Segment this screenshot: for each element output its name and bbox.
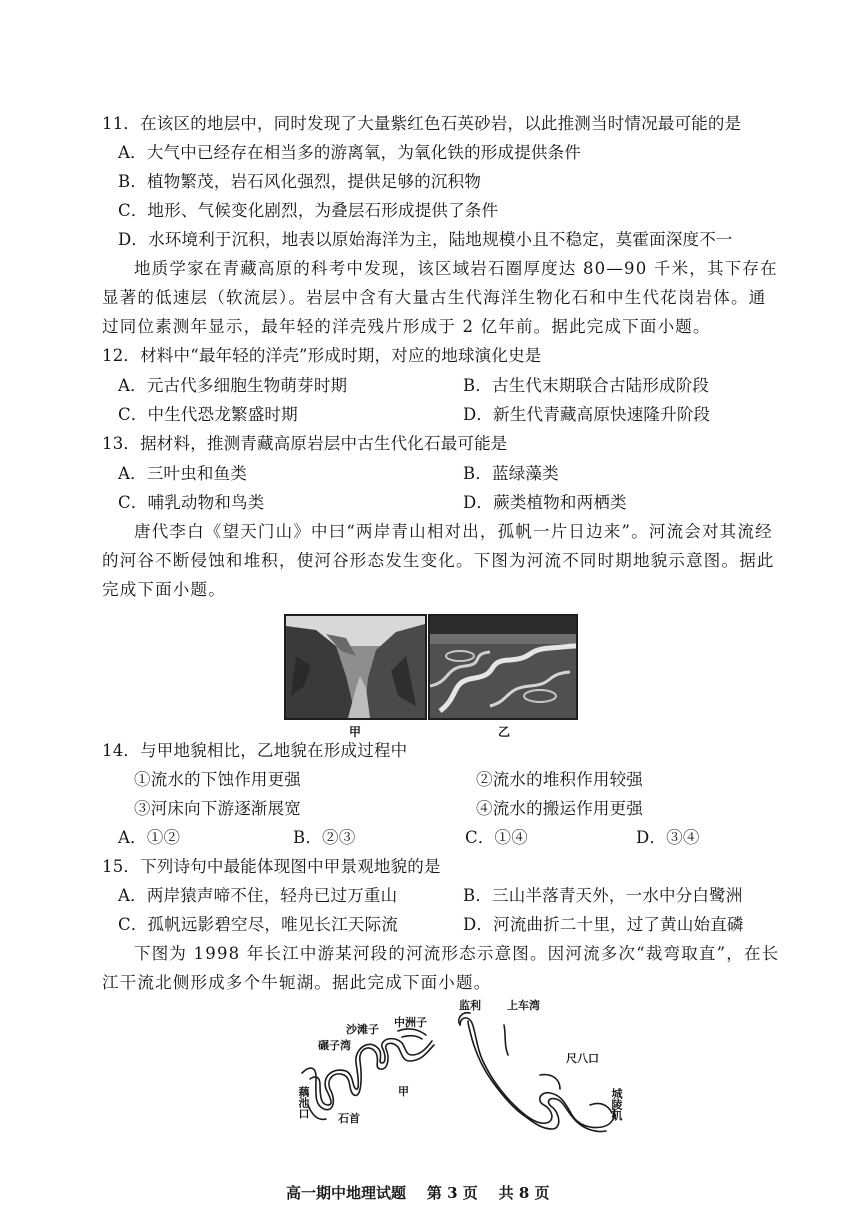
- map-label-zhongzhouzi: 中洲子: [394, 1016, 427, 1029]
- map-label-shangchewan: 上车湾: [507, 999, 540, 1012]
- passage3-line-2: 江干流北侧形成多个牛轭湖。据此完成下面小题。: [102, 973, 492, 992]
- passage1-line-2: 显著的低速层（软流层）。岩层中含有大量古生代海洋生物化石和中生代花岗岩体。通: [102, 288, 767, 307]
- q14-statement-4: ④流水的搬运作用更强: [476, 799, 643, 818]
- q15-stem: 15．下列诗句中最能体现图中甲景观地貌的是: [102, 857, 441, 876]
- map-label-tiaoziwan: 碾子湾: [318, 1039, 351, 1052]
- q11-option-c: C．地形、气候变化剧烈，为叠层石形成提供了条件: [118, 201, 499, 220]
- passage2-line-3: 完成下面小题。: [102, 580, 226, 599]
- q13-option-b: B．蓝绿藻类: [463, 464, 559, 483]
- figure1-label-yi: 乙: [498, 725, 511, 739]
- q12-stem: 12．材料中“最年轻的洋壳”形成时期，对应的地球演化史是: [102, 346, 542, 365]
- q13-option-d: D．蕨类植物和两栖类: [463, 493, 627, 512]
- q15-option-a: A．两岸猿声啼不住，轻舟已过万重山: [118, 886, 398, 905]
- q12-option-a: A．元古代多细胞生物萌芽时期: [118, 376, 348, 395]
- q13-option-c: C．哺乳动物和鸟类: [118, 493, 265, 512]
- q14-stem: 14．与甲地貌相比，乙地貌在形成过程中: [102, 741, 408, 760]
- q15-option-d: D．河流曲折二十里，过了黄山始直磷: [463, 915, 744, 934]
- q14-statement-1: ①流水的下蚀作用更强: [134, 770, 301, 789]
- map-label-chibakou: 尺八口: [566, 1052, 599, 1065]
- q11-option-d: D．水环境利于沉积，地表以原始海洋为主，陆地规模小且不稳定，莫霍面深度不一: [118, 230, 733, 249]
- map-label-shatanzi: 沙滩子: [346, 1023, 379, 1036]
- q15-option-b: B．三山半落青天外，一水中分白鹭洲: [463, 886, 743, 905]
- map-label-jianli: 监利: [459, 999, 481, 1012]
- q11-stem: 11．在该区的地层中，同时发现了大量紫红色石英砂岩，以此推测当时情况最可能的是: [102, 114, 742, 133]
- passage1-line-3: 过同位素测年显示，最年轻的洋壳残片形成于 2 亿年前。据此完成下面小题。: [102, 317, 711, 336]
- map-label-jia: 甲: [398, 1085, 409, 1098]
- q14-option-b: B．②③: [293, 828, 356, 847]
- passage3-line-1: 下图为 1998 年长江中游某河段的河流形态示意图。因河流多次“裁弯取直”，在长: [134, 944, 780, 963]
- gorge-photo-jia: [284, 614, 427, 720]
- map-label-shishou: 石首: [338, 1112, 360, 1125]
- q13-stem: 13．据材料，推测青藏高原岩层中古生代化石最可能是: [102, 434, 508, 453]
- passage2-line-1: 唐代李白《望天门山》中曰“两岸青山相对出，孤帆一片日边来”。河流会对其流经: [134, 522, 773, 541]
- q12-option-b: B．古生代末期联合古陆形成阶段: [463, 376, 710, 395]
- q11-option-a: A．大气中已经存在相当多的游离氧，为氧化铁的形成提供条件: [118, 143, 582, 162]
- q14-statement-3: ③河床向下游逐渐展宽: [134, 799, 301, 818]
- figure1-label-jia: 甲: [349, 725, 362, 739]
- page-footer: 高一期中地理试题 第 3 页 共 8 页: [286, 1184, 550, 1202]
- meander-photo-yi: [428, 614, 578, 720]
- q11-option-b: B．植物繁茂，岩石风化强烈，提供足够的沉积物: [118, 172, 482, 191]
- q12-option-d: D．新生代青藏高原快速隆升阶段: [463, 405, 711, 424]
- passage2-line-2: 的河谷不断侵蚀和堆积，使河谷形态发生变化。下图为河流不同时期地貌示意图。据此: [102, 551, 775, 570]
- map-label-ouchikou: 藕池口: [297, 1086, 310, 1119]
- q12-option-c: C．中生代恐龙繁盛时期: [118, 405, 298, 424]
- q14-option-d: D．③④: [636, 828, 700, 847]
- q14-option-a: A．①②: [118, 828, 181, 847]
- passage1-line-1: 地质学家在青藏高原的科考中发现，该区域岩石圈厚度达 80—90 千米，其下存在: [134, 259, 778, 278]
- q14-statement-2: ②流水的堆积作用较强: [476, 770, 643, 789]
- q14-option-c: C．①④: [465, 828, 528, 847]
- q13-option-a: A．三叶虫和鱼类: [118, 464, 248, 483]
- river-meander-map: [290, 1005, 630, 1155]
- map-label-chenglingji: 城陵矶: [610, 1088, 623, 1121]
- q15-option-c: C．孤帆远影碧空尽，唯见长江天际流: [118, 915, 399, 934]
